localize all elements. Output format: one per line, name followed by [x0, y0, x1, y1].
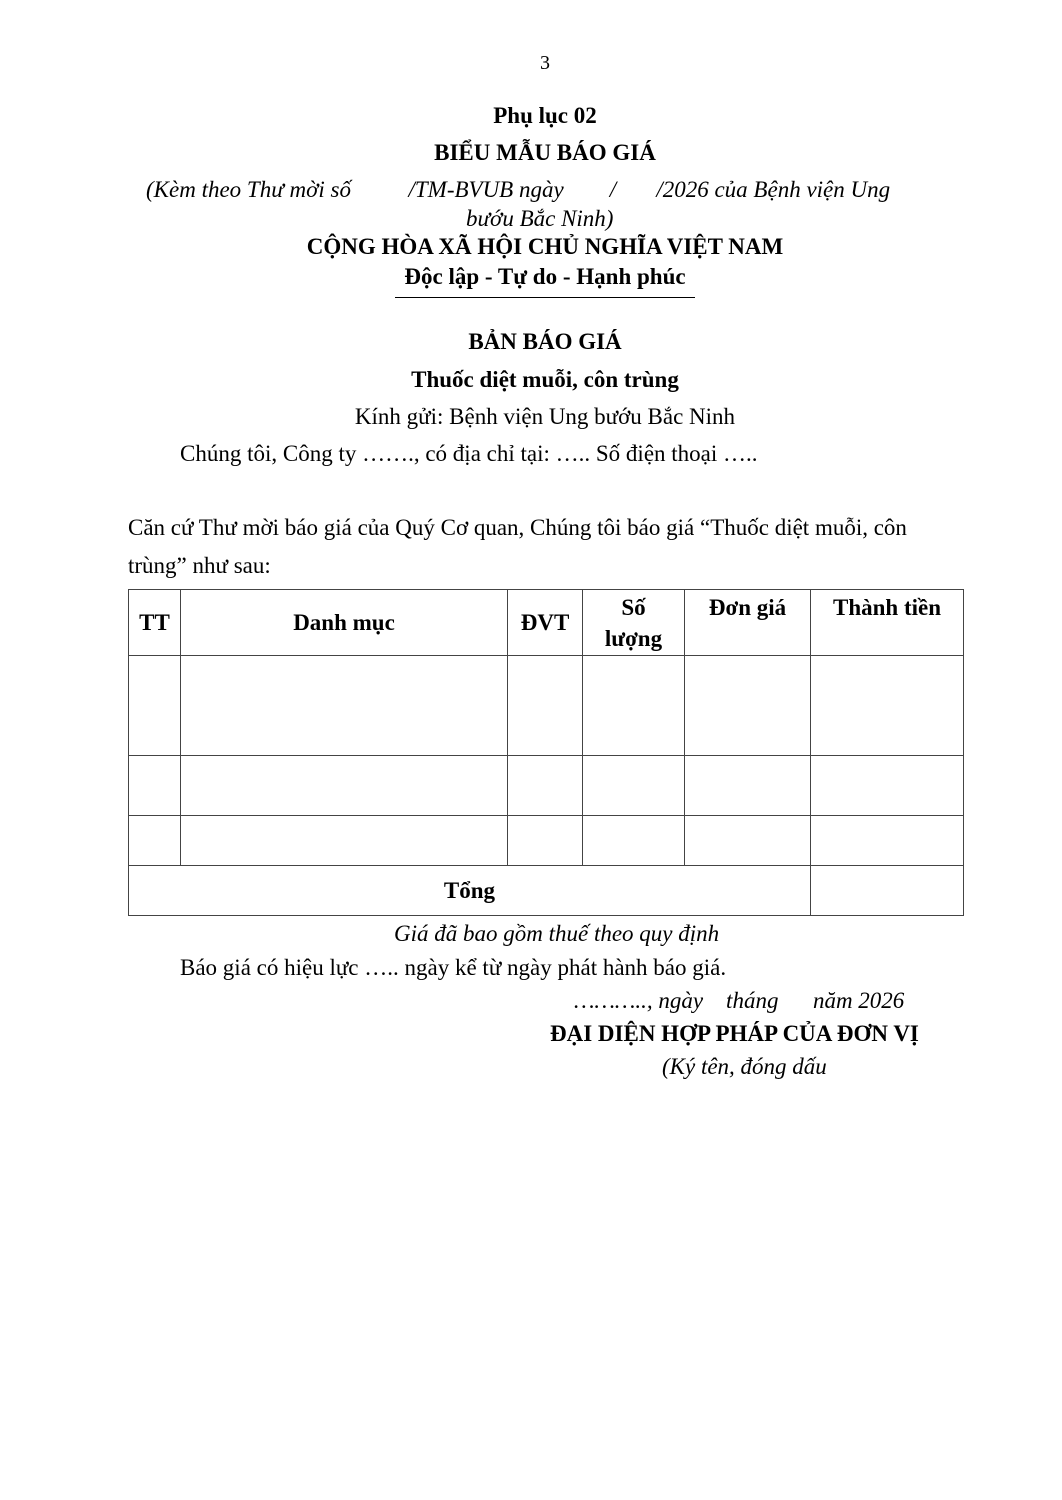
header-quantity-line1: Số — [621, 594, 646, 620]
country-name: CỘNG HÒA XÃ HỘI CHỦ NGHĨA VIỆT NAM — [306, 234, 784, 259]
total-label: Tổng — [129, 866, 811, 916]
vat-note: Giá đã bao gồm thuế theo quy định — [394, 921, 720, 946]
header-quantity — [583, 590, 685, 656]
table-cell — [508, 816, 583, 866]
basis-paragraph-line2: trùng” như sau: — [128, 553, 271, 578]
signature-note: (Ký tên, đóng dấu — [662, 1054, 827, 1079]
table-cell — [181, 656, 508, 756]
table-cell — [181, 816, 508, 866]
basis-paragraph-line1: Căn cứ Thư mời báo giá của Quý Cơ quan, Chúng tôi báo giá “Thuốc diệt muỗi, côn — [128, 515, 907, 540]
header-tt: TT — [129, 590, 181, 656]
table-cell — [685, 756, 811, 816]
table-cell — [685, 816, 811, 866]
date-line: ……….., ngày tháng năm 2026 — [574, 988, 905, 1013]
table-header-row — [129, 590, 964, 656]
table-cell — [583, 816, 685, 866]
table-cell — [508, 656, 583, 756]
table-cell — [508, 756, 583, 816]
quote-subject: Thuốc diệt muỗi, côn trùng — [411, 367, 679, 392]
page-number: 3 — [540, 52, 550, 74]
recipient-line: Kính gửi: Bệnh viện Ung bướu Bắc Ninh — [354, 404, 736, 429]
quote-title: BẢN BÁO GIÁ — [468, 329, 622, 354]
legal-representative-title: ĐẠI DIỆN HỢP PHÁP CỦA ĐƠN VỊ — [550, 1021, 919, 1046]
total-value — [811, 866, 964, 916]
annex-title: Phụ lục 02 — [493, 103, 597, 128]
price-quote-table — [128, 589, 964, 916]
header-unit: ĐVT — [508, 590, 583, 656]
reference-note-line1: (Kèm theo Thư mời số /TM-BVUB ngày / /2026 của Bệnh viện Ung — [146, 177, 891, 202]
company-intro: Chúng tôi, Công ty ……., có địa chỉ tại: ….. Số điện thoại ….. — [180, 441, 758, 466]
table-row — [129, 756, 964, 816]
table-cell — [685, 656, 811, 756]
table-cell — [129, 816, 181, 866]
table-row — [129, 656, 964, 756]
table-cell — [583, 756, 685, 816]
table-cell — [811, 656, 964, 756]
form-title: BIỂU MẪU BÁO GIÁ — [434, 140, 656, 165]
header-unit-price: Đơn giá — [685, 590, 811, 656]
table-cell — [583, 656, 685, 756]
motto-underline — [395, 297, 695, 298]
table-total-row — [129, 866, 964, 916]
validity-line: Báo giá có hiệu lực ….. ngày kể từ ngày phát hành báo giá. — [180, 955, 727, 980]
national-motto: Độc lập - Tự do - Hạnh phúc — [404, 264, 686, 289]
header-item: Danh mục — [181, 590, 508, 656]
table-cell — [129, 656, 181, 756]
reference-note-line2: bướu Bắc Ninh) — [466, 206, 614, 231]
table-cell — [811, 816, 964, 866]
header-quantity-line2: lượng — [604, 625, 663, 651]
table-cell — [181, 756, 508, 816]
table-cell — [811, 756, 964, 816]
table-cell — [129, 756, 181, 816]
table-row — [129, 816, 964, 866]
header-amount: Thành tiền — [811, 590, 964, 656]
